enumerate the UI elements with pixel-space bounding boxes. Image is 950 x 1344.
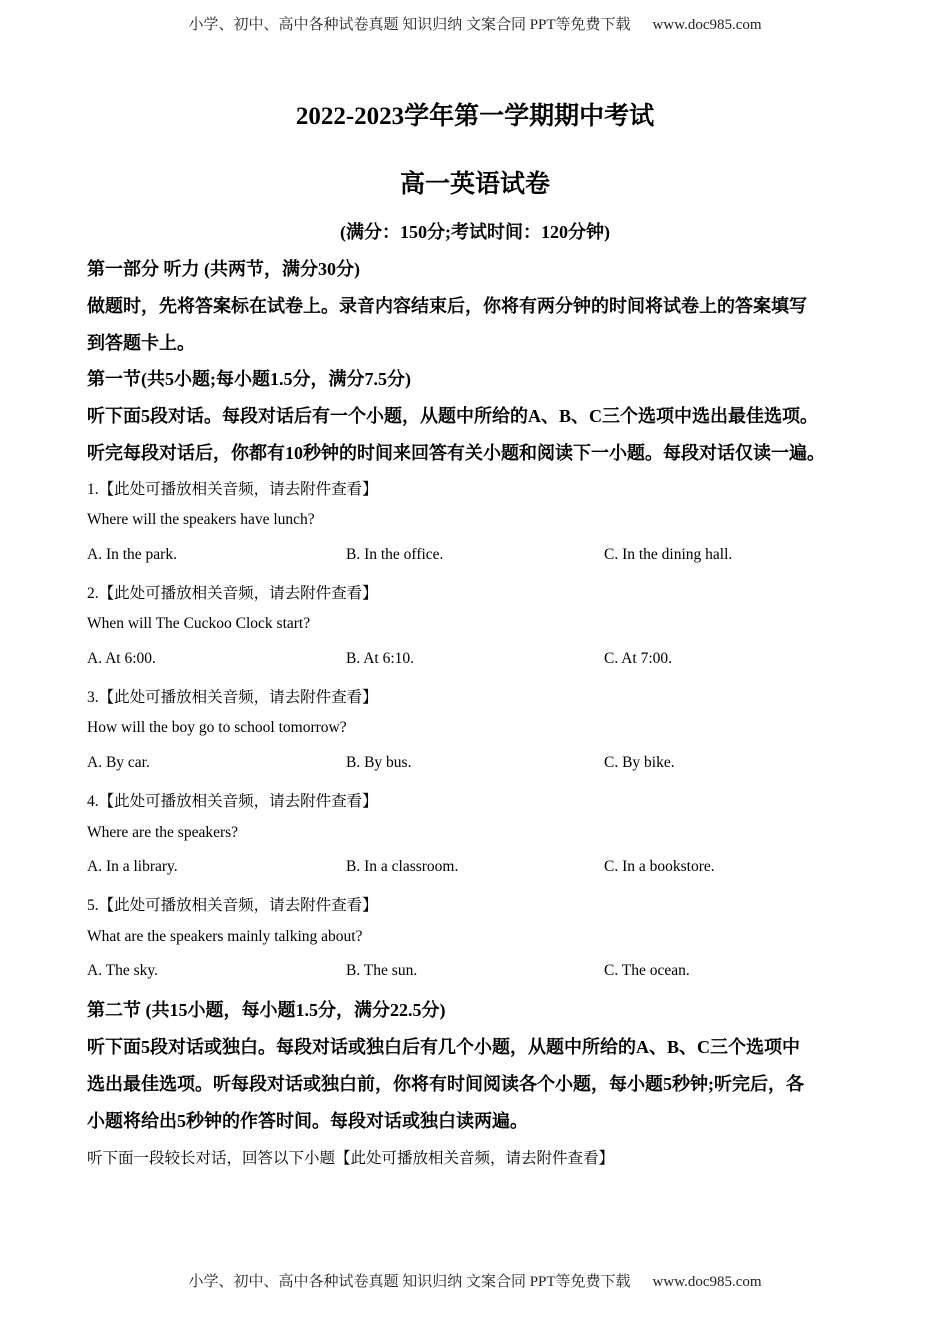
q3-option-a: A. By car.	[87, 754, 150, 771]
q4-option-a: A. In a library.	[87, 858, 178, 875]
section2-instruction-line1: 听下面5段对话或独白。每段对话或独白后有几个小题，从题中所给的A、B、C三个选项中	[87, 1037, 800, 1057]
q4-option-b: B. In a classroom.	[346, 858, 459, 875]
q4-option-c: C. In a bookstore.	[604, 858, 715, 875]
q2-option-c: C. At 7:00.	[604, 650, 673, 667]
q1-question: Where will the speakers have lunch?	[87, 511, 315, 528]
part1-instruction-line1: 做题时，先将答案标在试卷上。录音内容结束后，你将有两分钟的时间将试卷上的答案填写	[87, 296, 807, 316]
q2-option-b: B. At 6:10.	[346, 650, 415, 667]
q4-audio-note[interactable]: 4.【此处可播放相关音频，请去附件查看】	[87, 793, 378, 810]
q5-option-c: C. The ocean.	[604, 962, 690, 979]
q1-option-b: B. In the office.	[346, 546, 444, 563]
part1-heading: 第一部分 听力 (共两节，满分30分)	[87, 259, 360, 279]
q5-option-b: B. The sun.	[346, 962, 418, 979]
exam-title: 2022-2023学年第一学期期中考试	[295, 103, 655, 130]
q5-question: What are the speakers mainly talking about?	[87, 928, 363, 945]
exam-subtitle: 高一英语试卷	[399, 171, 550, 198]
section2-audio-note[interactable]: 听下面一段较长对话，回答以下小题【此处可播放相关音频，请去附件查看】	[87, 1150, 615, 1167]
q2-option-a: A. At 6:00.	[87, 650, 156, 667]
footer-url[interactable]: www.doc985.com	[652, 1274, 762, 1290]
q4-question: Where are the speakers?	[87, 824, 239, 841]
section2-heading: 第二节 (共15小题，每小题1.5分，满分22.5分)	[87, 1000, 446, 1020]
q3-question: How will the boy go to school tomorrow?	[87, 719, 347, 736]
section1-instruction-line2: 听完每段对话后，你都有10秒钟的时间来回答有关小题和阅读下一小题。每段对话仅读一遍。	[87, 443, 825, 463]
footer-text: 小学、初中、高中各种试卷真题 知识归纳 文案合同 PPT等免费下载	[188, 1274, 631, 1290]
page-footer	[0, 1270, 950, 1291]
section2-instruction-line3: 小题将给出5秒钟的作答时间。每段对话或独白读两遍。	[87, 1111, 528, 1131]
q5-option-a: A. The sky.	[87, 962, 159, 979]
part1-instruction-line2: 到答题卡上。	[87, 333, 195, 353]
q1-option-a: A. In the park.	[87, 546, 177, 563]
q2-audio-note[interactable]: 2.【此处可播放相关音频，请去附件查看】	[87, 585, 378, 602]
header-text: 小学、初中、高中各种试卷真题 知识归纳 文案合同 PPT等免费下载	[188, 17, 631, 33]
exam-info: (满分：150分;考试时间：120分钟)	[340, 222, 610, 242]
section1-instruction-line1: 听下面5段对话。每段对话后有一个小题，从题中所给的A、B、C三个选项中选出最佳选项。	[87, 406, 818, 426]
q1-option-c: C. In the dining hall.	[604, 546, 733, 563]
section1-heading: 第一节(共5小题;每小题1.5分，满分7.5分)	[87, 369, 411, 389]
q1-audio-note[interactable]: 1.【此处可播放相关音频，请去附件查看】	[87, 481, 378, 498]
q5-audio-note[interactable]: 5.【此处可播放相关音频，请去附件查看】	[87, 897, 378, 914]
header-url[interactable]: www.doc985.com	[652, 17, 762, 33]
q3-option-b: B. By bus.	[346, 754, 412, 771]
section2-instruction-line2: 选出最佳选项。听每段对话或独白前，你将有时间阅读各个小题，每小题5秒钟;听完后，各	[87, 1074, 804, 1094]
q2-question: When will The Cuckoo Clock start?	[87, 615, 311, 632]
q3-audio-note[interactable]: 3.【此处可播放相关音频，请去附件查看】	[87, 689, 378, 706]
q3-option-c: C. By bike.	[604, 754, 675, 771]
page-header	[0, 13, 950, 34]
